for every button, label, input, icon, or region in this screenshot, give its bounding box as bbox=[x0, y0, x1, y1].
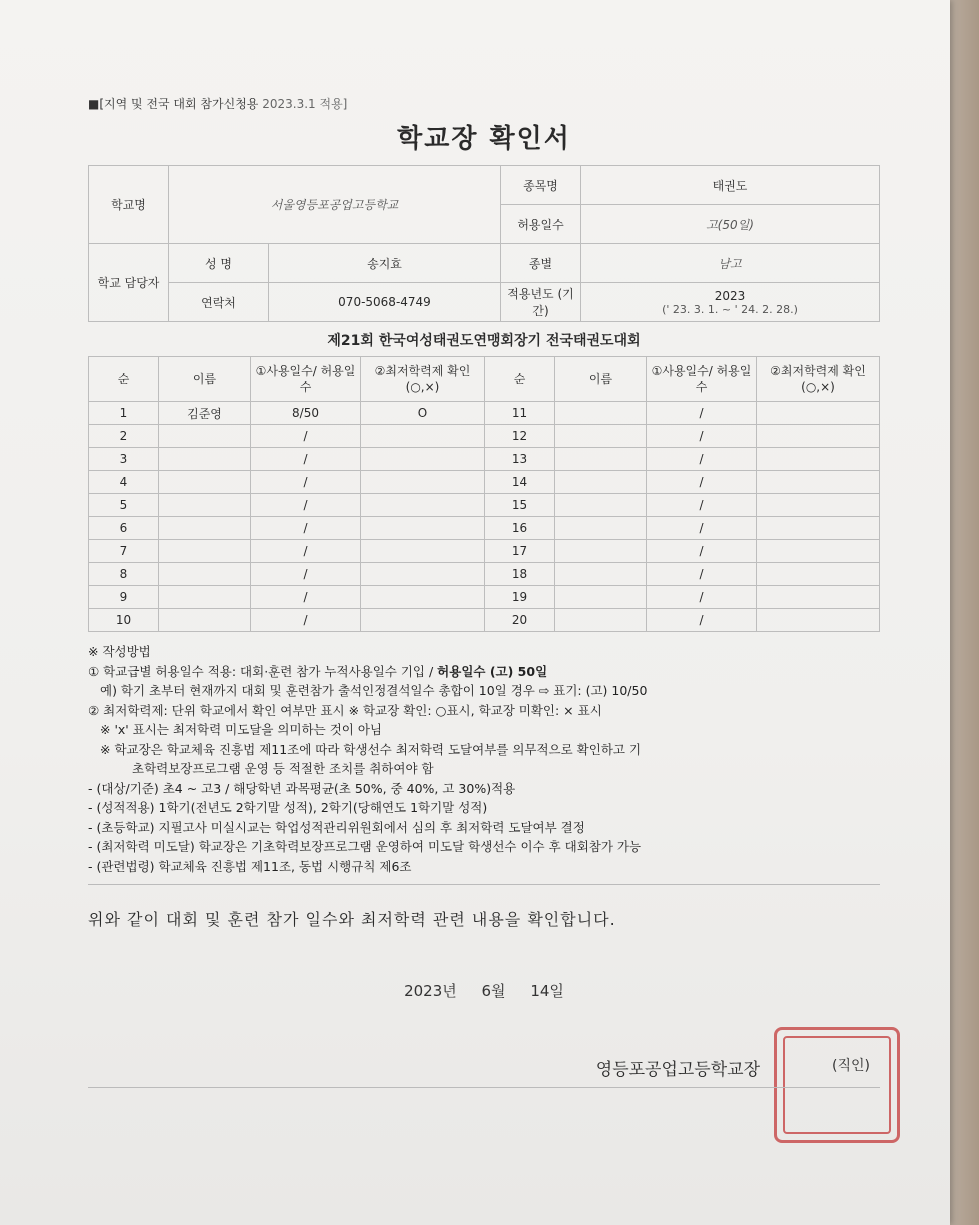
roster-cell-check bbox=[757, 425, 880, 448]
roster-cell-name bbox=[555, 540, 647, 563]
confirmation-statement: 위와 같이 대회 및 훈련 참가 일수와 최저학력 관련 내용을 확인합니다. bbox=[88, 910, 616, 929]
note-2b: ※ 학교장은 학교체육 진흥법 제11조에 따라 학생선수 최저학력 도달여부를 의무적으로 확인하고 기 bbox=[100, 741, 642, 757]
form-page bbox=[88, 95, 880, 1097]
roster-cell-name bbox=[555, 425, 647, 448]
person-label: 학교 담당자 bbox=[89, 244, 169, 322]
detail-4: - (최저학력 미도달) 학교장은 기초학력보장프로그램 운영하여 미도달 학생선수 이수 후 대회참가 가능 bbox=[88, 839, 642, 854]
table-row bbox=[89, 494, 880, 517]
header-no: 순 bbox=[89, 357, 159, 402]
allowed-days-value: 고(50일) bbox=[581, 205, 880, 244]
roster-cell-name bbox=[555, 448, 647, 471]
roster-cell-days: / bbox=[647, 425, 757, 448]
roster-cell-check bbox=[757, 540, 880, 563]
roster-cell-days: / bbox=[647, 402, 757, 425]
header-check: ②최저학력제 확인(○,×) bbox=[757, 357, 880, 402]
roster-cell-days: / bbox=[251, 471, 361, 494]
date-year: 2023년 bbox=[404, 982, 457, 1000]
table-row bbox=[89, 540, 880, 563]
year-value: 2023 bbox=[714, 288, 746, 303]
roster-cell-check bbox=[757, 471, 880, 494]
principal-title: 영등포공업고등학교장 bbox=[595, 1060, 760, 1080]
roster-cell-name bbox=[555, 586, 647, 609]
header-name: 이름 bbox=[555, 357, 647, 402]
roster-cell-no: 1 bbox=[89, 402, 159, 425]
note-2a: ※ 'x' 표시는 최저학력 미도달을 의미하는 것이 아님 bbox=[100, 722, 382, 737]
document-title: 학교장 확인서 bbox=[397, 124, 571, 154]
contact-value: 070-5068-4749 bbox=[269, 283, 501, 322]
header-days: ①사용일수/ 허용일수 bbox=[647, 357, 757, 402]
issue-date bbox=[88, 980, 880, 1001]
detail-3: - (초등학교) 지필고사 미실시교는 학업성적관리위원회에서 심의 후 최저학력 도달여부 결정 bbox=[88, 819, 585, 835]
roster-cell-no: 18 bbox=[485, 563, 555, 586]
roster-cell-check bbox=[757, 402, 880, 425]
roster-cell-no: 17 bbox=[485, 540, 555, 563]
roster-cell-days: / bbox=[647, 448, 757, 471]
roster-cell-days: 8/50 bbox=[251, 402, 361, 425]
roster-cell-days: / bbox=[251, 586, 361, 609]
roster-cell-check bbox=[757, 609, 880, 632]
table-row bbox=[89, 609, 880, 632]
contact-label: 연락처 bbox=[169, 283, 269, 322]
roster-cell-days: / bbox=[251, 494, 361, 517]
period-value: (' 23. 3. 1. ~ ' 24. 2. 28.) bbox=[662, 302, 798, 316]
detail-2: - (성적적용) 1학기(전년도 2학기말 성적), 2학기(당해연도 1학기말 성적) bbox=[88, 800, 488, 815]
year-label: 적용년도 (기간) bbox=[501, 283, 581, 322]
roster-cell-check bbox=[361, 609, 485, 632]
roster-cell-days: / bbox=[647, 586, 757, 609]
roster-cell-days: / bbox=[251, 540, 361, 563]
roster-cell-no: 15 bbox=[485, 494, 555, 517]
school-label: 학교명 bbox=[89, 166, 169, 244]
roster-cell-no: 11 bbox=[485, 402, 555, 425]
gender-label: 종별 bbox=[501, 244, 581, 283]
header-name: 이름 bbox=[159, 357, 251, 402]
roster-cell-check bbox=[757, 586, 880, 609]
roster-table bbox=[88, 356, 880, 632]
table-row bbox=[89, 517, 880, 540]
roster-cell-days: / bbox=[251, 448, 361, 471]
roster-cell-check bbox=[361, 494, 485, 517]
roster-cell-check bbox=[361, 540, 485, 563]
roster-cell-no: 20 bbox=[485, 609, 555, 632]
notes-heading: ※ 작성방법 bbox=[88, 644, 151, 659]
note-1-example: 예) 학기 초부터 현재까지 대회 및 훈련참가 출석인정결석일수 총합이 10일 경우 ⇨ 표기: (고) 10/50 bbox=[100, 683, 648, 698]
table-row bbox=[89, 402, 880, 425]
roster-cell-name bbox=[159, 448, 251, 471]
header-check: ②최저학력제 확인(○,×) bbox=[361, 357, 485, 402]
roster-cell-no: 4 bbox=[89, 471, 159, 494]
roster-cell-name bbox=[159, 494, 251, 517]
form-header-note: ■[지역 및 전국 대회 참가신청용 2023.3.1 적용] bbox=[88, 97, 348, 111]
roster-cell-no: 12 bbox=[485, 425, 555, 448]
year-cell bbox=[581, 283, 880, 322]
roster-cell-no: 6 bbox=[89, 517, 159, 540]
event-title: 제21회 한국여성태권도연맹회장기 전국태권도대회 bbox=[327, 333, 641, 349]
roster-cell-days: / bbox=[647, 471, 757, 494]
roster-cell-name bbox=[159, 425, 251, 448]
roster-cell-no: 10 bbox=[89, 609, 159, 632]
roster-cell-check bbox=[757, 517, 880, 540]
school-name: 서울영등포공업고등학교 bbox=[169, 166, 501, 244]
roster-cell-no: 7 bbox=[89, 540, 159, 563]
roster-cell-check: O bbox=[361, 402, 485, 425]
official-seal-stamp bbox=[774, 1027, 900, 1143]
roster-cell-days: / bbox=[647, 563, 757, 586]
date-month: 6월 bbox=[481, 982, 506, 1000]
roster-cell-check bbox=[757, 494, 880, 517]
roster-cell-check bbox=[361, 448, 485, 471]
gender-value: 남고 bbox=[581, 244, 880, 283]
table-row bbox=[89, 586, 880, 609]
signature-row bbox=[88, 1037, 880, 1097]
roster-cell-no: 9 bbox=[89, 586, 159, 609]
table-row bbox=[89, 563, 880, 586]
roster-header-row bbox=[89, 357, 880, 402]
roster-cell-no: 2 bbox=[89, 425, 159, 448]
roster-cell-name bbox=[159, 609, 251, 632]
note-2b-cont: 초학력보장프로그램 운영 등 적절한 조치를 취하여야 함 bbox=[132, 761, 434, 776]
name-label: 성 명 bbox=[169, 244, 269, 283]
roster-cell-name bbox=[555, 471, 647, 494]
detail-1: - (대상/기준) 초4 ~ 고3 / 해당학년 과목평균(초 50%, 중 40%, 고 30%)적용 bbox=[88, 780, 516, 796]
roster-cell-check bbox=[361, 425, 485, 448]
name-value: 송지효 bbox=[269, 244, 501, 283]
roster-cell-name bbox=[159, 517, 251, 540]
detail-5: - (관련법령) 학교체육 진흥법 제11조, 동법 시행규칙 제6조 bbox=[88, 858, 412, 874]
roster-cell-name bbox=[555, 402, 647, 425]
roster-cell-name bbox=[159, 540, 251, 563]
table-row bbox=[89, 425, 880, 448]
roster-cell-days: / bbox=[251, 517, 361, 540]
sport-value: 태권도 bbox=[581, 166, 880, 205]
roster-cell-name bbox=[555, 563, 647, 586]
roster-cell-name bbox=[555, 609, 647, 632]
instructions bbox=[88, 642, 880, 876]
sport-label: 종목명 bbox=[501, 166, 581, 205]
school-info-table bbox=[88, 165, 880, 322]
seal-label: (직인) bbox=[832, 1058, 870, 1074]
roster-cell-check bbox=[361, 586, 485, 609]
signature-line bbox=[88, 1087, 880, 1088]
roster-cell-days: / bbox=[647, 494, 757, 517]
roster-cell-name bbox=[159, 471, 251, 494]
header-days: ①사용일수/ 허용일수 bbox=[251, 357, 361, 402]
note-2: ② 최저학력제: 단위 학교에서 확인 여부만 표시 ※ 학교장 확인: ○표시, 학교장 미확인: × 표시 bbox=[88, 702, 602, 718]
table-row bbox=[89, 448, 880, 471]
roster-cell-name bbox=[555, 494, 647, 517]
roster-cell-check bbox=[361, 517, 485, 540]
roster-cell-no: 16 bbox=[485, 517, 555, 540]
roster-cell-name: 김준영 bbox=[159, 402, 251, 425]
roster-cell-no: 5 bbox=[89, 494, 159, 517]
note-1: ① 학교급별 허용일수 적용: 대회·훈련 참가 누적사용일수 기입 / 허용일수 (고) 50일 bbox=[88, 663, 548, 679]
roster-cell-name bbox=[159, 563, 251, 586]
roster-cell-days: / bbox=[647, 540, 757, 563]
roster-cell-no: 13 bbox=[485, 448, 555, 471]
roster-cell-days: / bbox=[647, 609, 757, 632]
roster-cell-name bbox=[555, 517, 647, 540]
roster-cell-name bbox=[159, 586, 251, 609]
roster-cell-no: 8 bbox=[89, 563, 159, 586]
allowed-days-label: 허용일수 bbox=[501, 205, 581, 244]
roster-cell-check bbox=[757, 563, 880, 586]
roster-cell-check bbox=[361, 563, 485, 586]
roster-cell-check bbox=[757, 448, 880, 471]
roster-cell-days: / bbox=[251, 425, 361, 448]
header-no: 순 bbox=[485, 357, 555, 402]
roster-cell-no: 14 bbox=[485, 471, 555, 494]
roster-cell-no: 3 bbox=[89, 448, 159, 471]
date-day: 14일 bbox=[530, 982, 564, 1000]
roster-cell-days: / bbox=[251, 609, 361, 632]
roster-cell-days: / bbox=[647, 517, 757, 540]
roster-cell-no: 19 bbox=[485, 586, 555, 609]
divider bbox=[88, 884, 880, 885]
roster-cell-days: / bbox=[251, 563, 361, 586]
roster-cell-check bbox=[361, 471, 485, 494]
table-row bbox=[89, 471, 880, 494]
